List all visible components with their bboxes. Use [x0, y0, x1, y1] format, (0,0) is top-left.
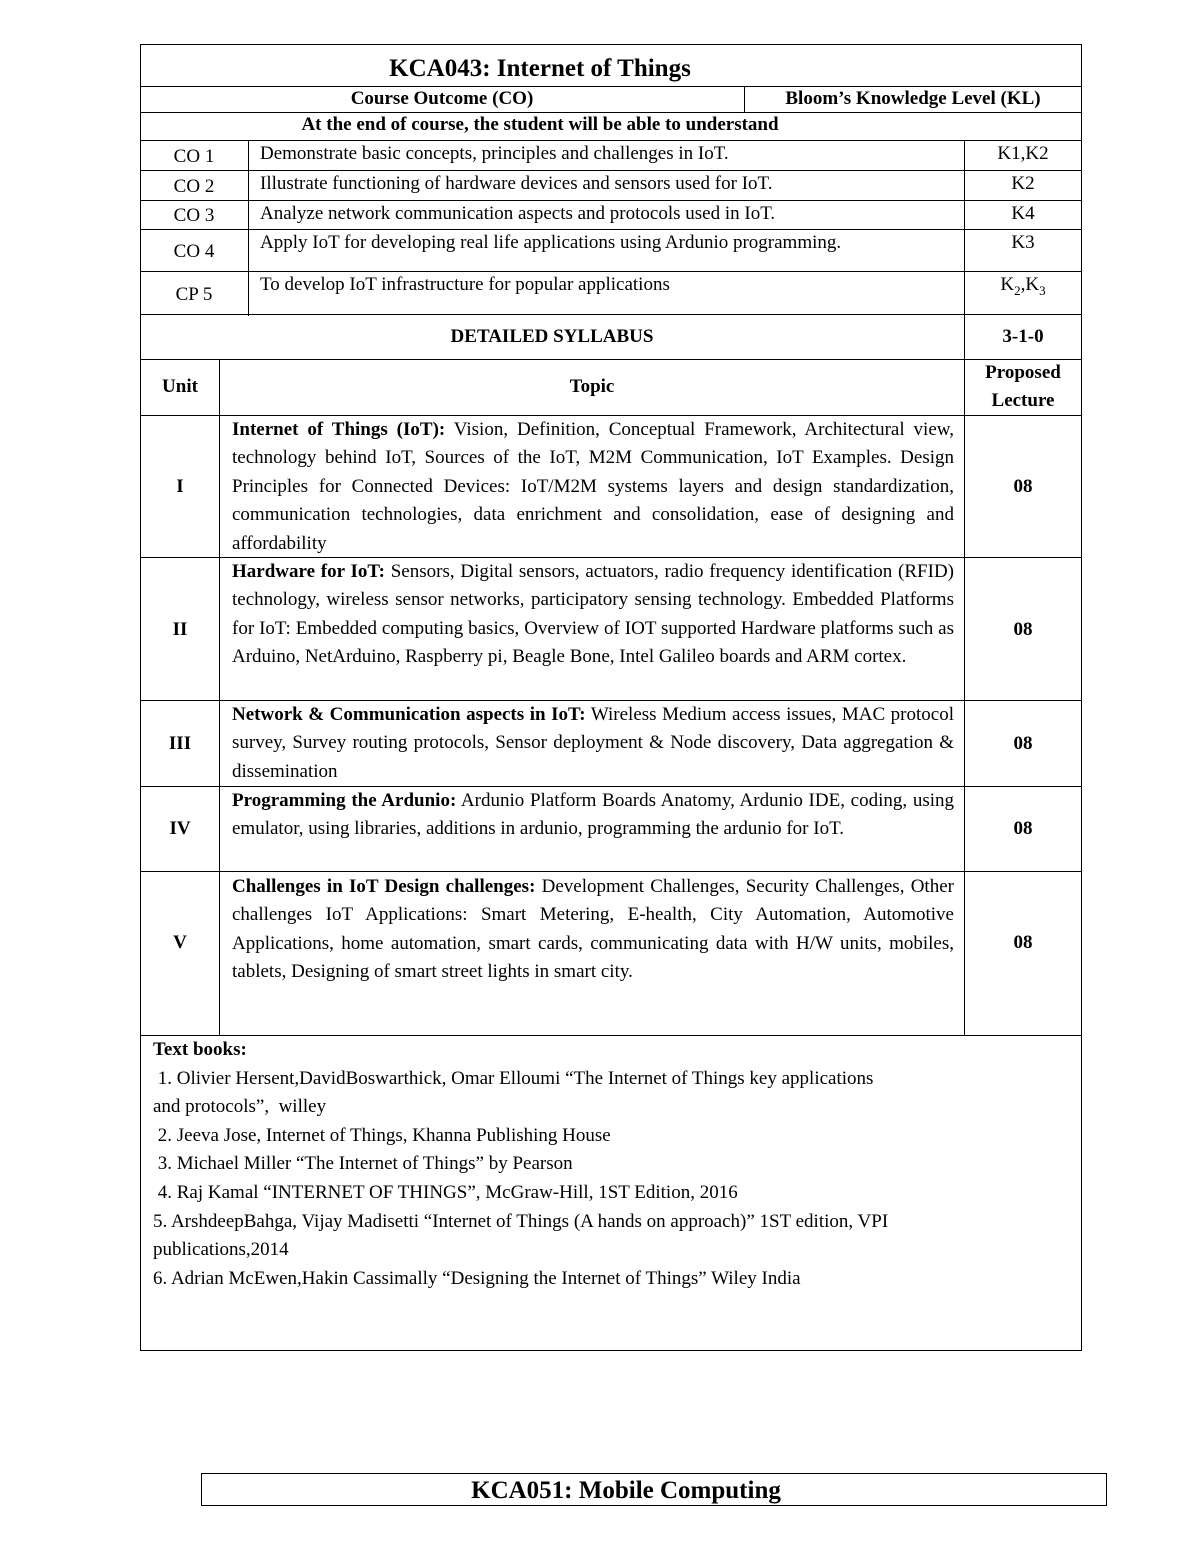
co-description: Demonstrate basic concepts, principles and challenges in IoT. [260, 143, 729, 164]
unit-lectures: 08 [1013, 476, 1033, 497]
textbook-line: 2. Jeeva Jose, Internet of Things, Khanna Publishing House [153, 1124, 611, 1146]
co-code: CO 4 [173, 241, 215, 262]
kl-header: Bloom’s Knowledge Level (KL) [785, 88, 1041, 109]
unit-topic-text: Sensors, Digital sensors, actuators, radio frequency identification (RFID) technology, wireless sensor networks, participatory sensing technology. Embedded Platforms for IoT: Embedded computing basics, Overview of IOT supported Hardware platforms such as Arduino, NetArduino, Raspberry pi, Beagle Bone, Intel Galileo boards and ARM cortex. [232, 561, 954, 668]
unit-topic-text: Vision, Definition, Conceptual Framework, Architectural view, technology behind IoT, Sources of the IoT, M2M Communication, IoT Examples. Design Principles for Connected Devices: IoT/M2M systems layers and design standardization, communication technologies, data enrichment and consolidation, ease of designing and affordability [232, 419, 954, 554]
kl-sub: 3 [1039, 282, 1046, 298]
unit-topic [232, 416, 954, 558]
unit-topic-text: Development Challenges, Security Challenges, Other challenges IoT Applications: Smart Metering, E-health, City Automation, Automotive Applications, home automation, smart cards, communicating data with H/W units, mobiles, tablets, Designing of smart street lights in smart city. [232, 876, 954, 983]
co-description: Analyze network communication aspects and protocols used in IoT. [260, 203, 776, 224]
co-header: Course Outcome (CO) [350, 88, 534, 109]
rule [219, 359, 220, 1035]
next-course-title: KCA051: Mobile Computing [471, 1477, 781, 1504]
unit-number: I [176, 476, 184, 497]
col-topic: Topic [569, 376, 615, 397]
unit-topic-title: Hardware for IoT: [232, 561, 385, 582]
unit-number: IV [169, 818, 191, 839]
textbook-line: 6. Adrian McEwen,Hakin Cassimally “Designing the Internet of Things” Wiley India [153, 1267, 801, 1289]
co-code: CO 3 [173, 205, 215, 226]
co-description: Illustrate functioning of hardware devices and sensors used for IoT. [260, 173, 773, 194]
unit-topic [232, 873, 954, 987]
kl-letter: K [1000, 274, 1015, 295]
unit-number: II [172, 619, 188, 640]
kl-letter: K [1025, 274, 1040, 295]
unit-topic [232, 558, 954, 672]
textbooks-heading: Text books: [153, 1039, 247, 1060]
course-title: KCA043: Internet of Things [389, 55, 691, 82]
rule [248, 140, 249, 316]
unit-topic-text: Wireless Medium access issues, MAC protocol survey, Survey routing protocols, Sensor deployment & Node discovery, Data aggregation & dissemination [232, 704, 954, 782]
unit-lectures: 08 [1013, 818, 1033, 839]
col-unit: Unit [162, 376, 198, 397]
co-kl: K2 [1011, 173, 1035, 194]
unit-topic-title: Network & Communication aspects in IoT: [232, 704, 586, 725]
unit-number: V [173, 932, 187, 953]
unit-topic-text: Ardunio Platform Boards Anatomy, Ardunio IDE, coding, using emulator, using libraries, additions in ardunio, programming the ardunio for IoT. [232, 790, 954, 840]
unit-lectures: 08 [1013, 619, 1033, 640]
col-lecture: Lecture [991, 390, 1055, 411]
textbooks-section [153, 1036, 888, 1293]
co-code: CP 5 [175, 284, 213, 305]
co-code: CO 2 [173, 176, 215, 197]
co-kl: K1,K2 [997, 143, 1049, 164]
co-description: Apply IoT for developing real life applications using Ardunio programming. [260, 232, 842, 253]
co-kl: K3 [1011, 232, 1035, 253]
co-kl [964, 271, 1082, 305]
ltp: 3-1-0 [1002, 326, 1044, 347]
co-kl: K4 [1011, 203, 1035, 224]
unit-number: III [168, 733, 192, 754]
outcomes-intro: At the end of course, the student will be able to understand [301, 114, 779, 135]
textbook-line: 1. Olivier Hersent,DavidBoswarthick, Omar Elloumi “The Internet of Things key applications [153, 1067, 874, 1089]
unit-topic-title: Programming the Ardunio: [232, 790, 457, 811]
col-lecture: Proposed [985, 362, 1061, 383]
textbook-line: 5. ArshdeepBahga, Vijay Madisetti “Internet of Things (A hands on approach)” 1ST edition, VPI [153, 1210, 889, 1232]
syllabus-heading: DETAILED SYLLABUS [450, 326, 654, 347]
rule [964, 314, 965, 1035]
kl-sub: 2 [1014, 282, 1021, 298]
rule [140, 314, 1082, 315]
kl-sep: , [1020, 274, 1026, 295]
unit-topic-title: Challenges in IoT Design challenges: [232, 876, 536, 897]
unit-lectures: 08 [1013, 733, 1033, 754]
rule [140, 871, 1082, 872]
textbook-line: 3. Michael Miller “The Internet of Things” by Pearson [153, 1153, 573, 1175]
textbook-line: and protocols”, willey [153, 1096, 327, 1118]
rule [140, 359, 1082, 360]
co-code: CO 1 [173, 146, 215, 167]
unit-topic [232, 701, 954, 786]
unit-topic [232, 787, 954, 844]
unit-lectures: 08 [1013, 932, 1033, 953]
textbook-line: 4. Raj Kamal “INTERNET OF THINGS”, McGraw-Hill, 1ST Edition, 2016 [153, 1181, 738, 1203]
unit-topic-title: Internet of Things (IoT): [232, 419, 446, 440]
co-description: To develop IoT infrastructure for popular applications [260, 274, 670, 295]
textbook-line: publications,2014 [153, 1239, 289, 1261]
